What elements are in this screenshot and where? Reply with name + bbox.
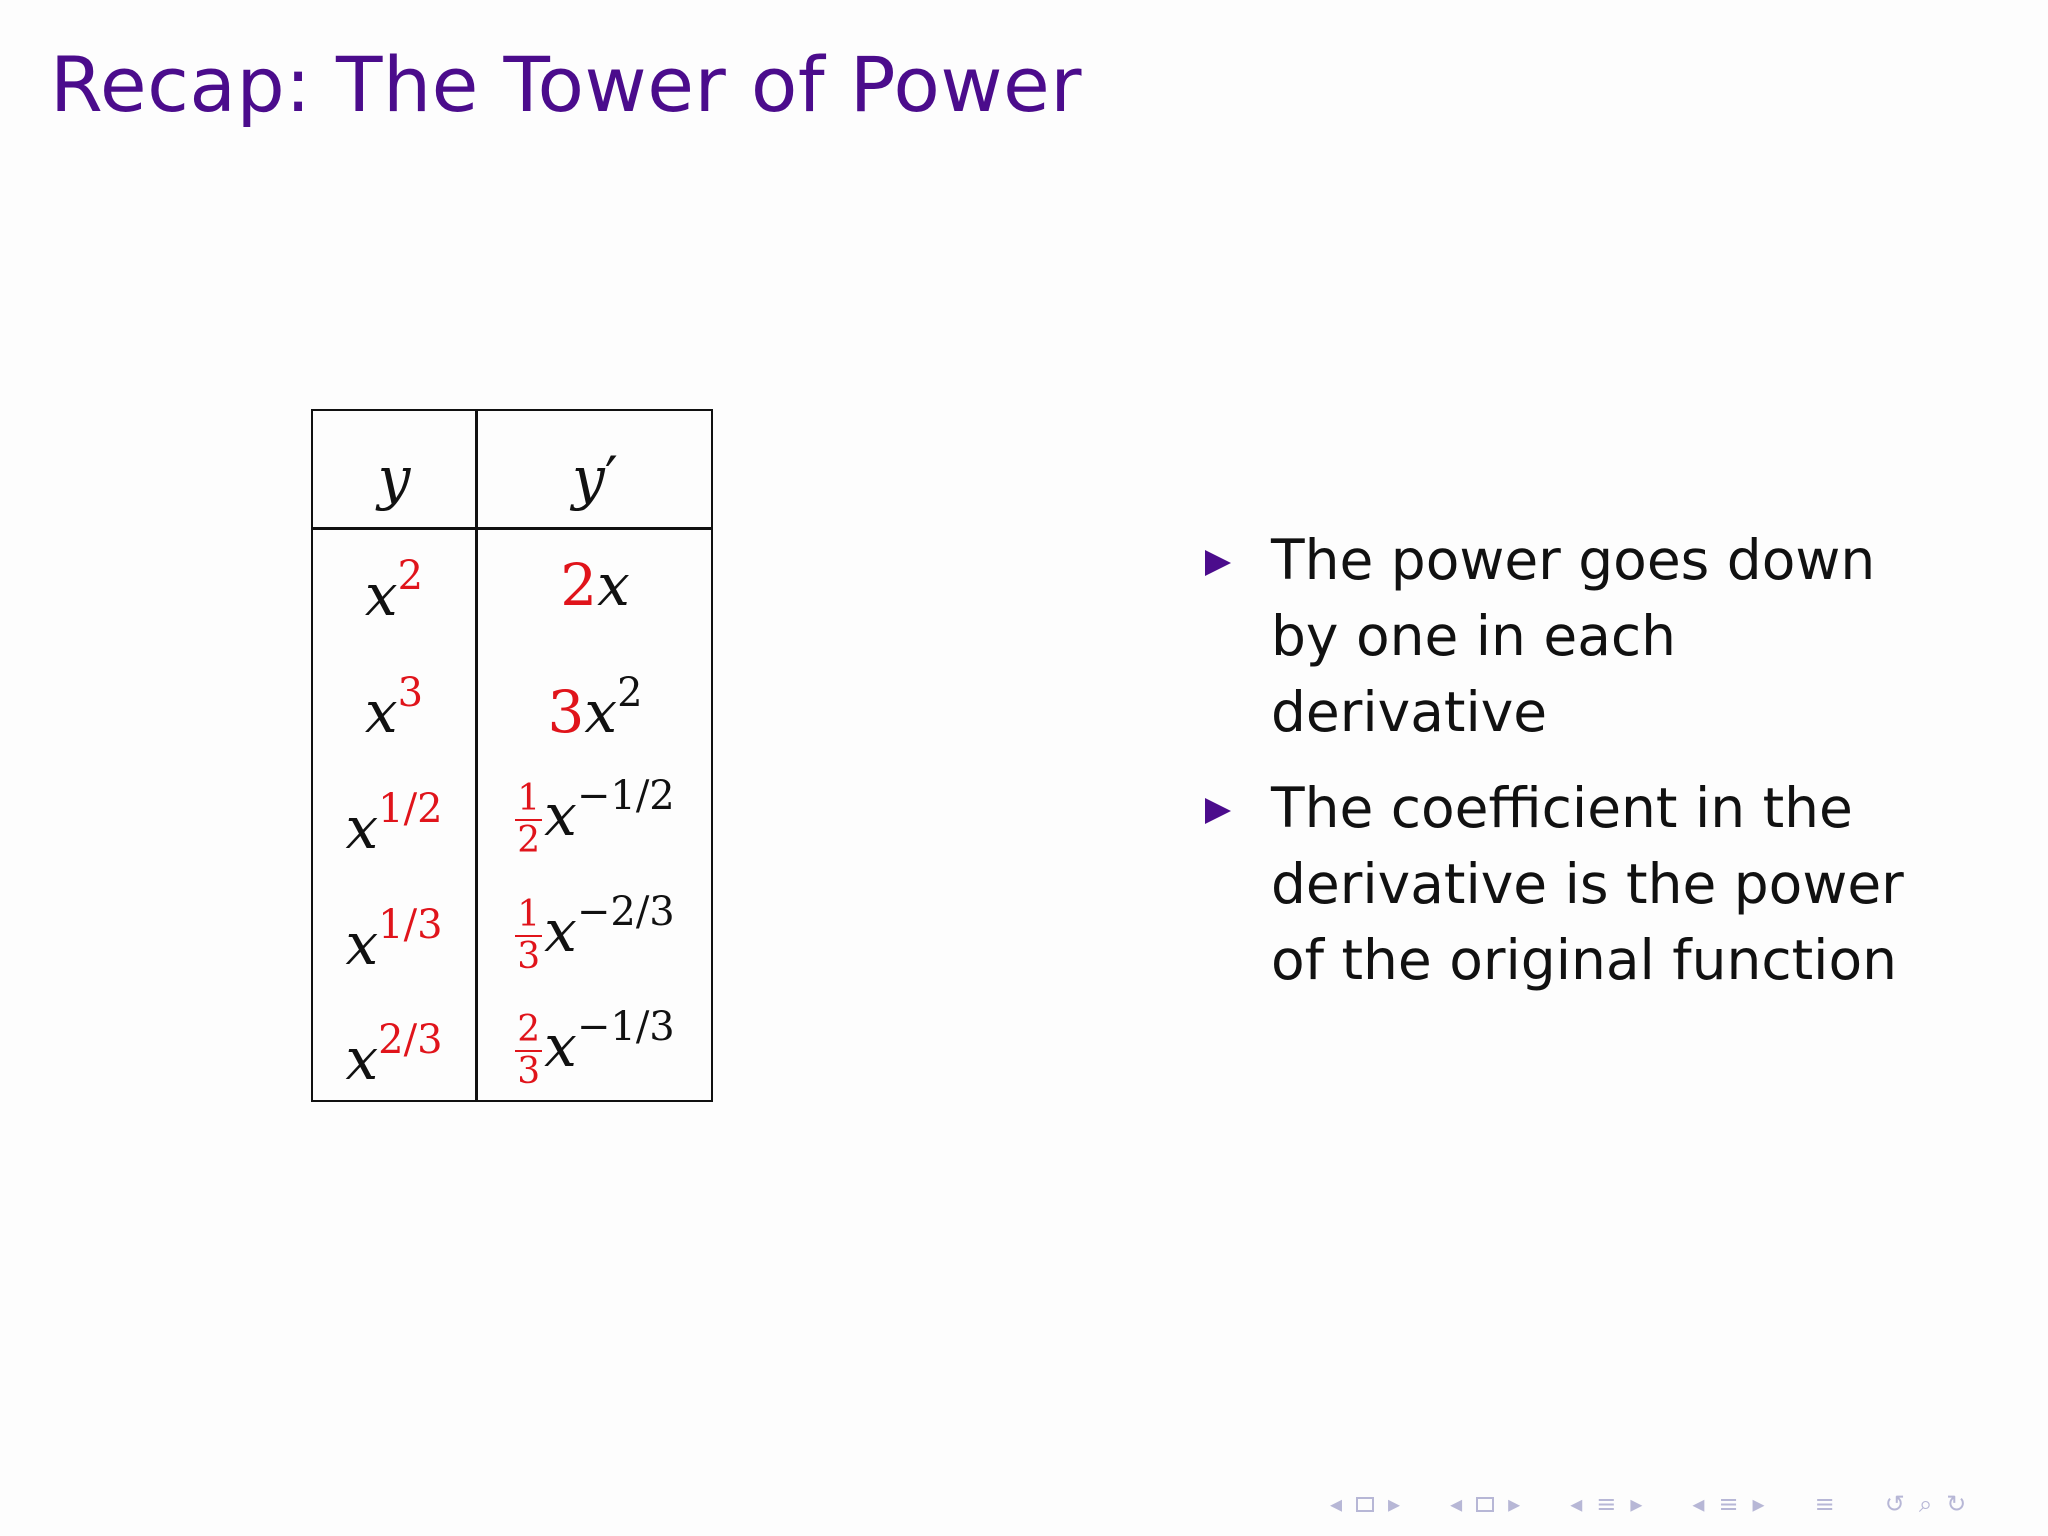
triangle-bullet-icon xyxy=(1205,798,1231,824)
coefficient-fraction: $\frac{1}{3}$ xyxy=(517,893,541,977)
frame-icon[interactable] xyxy=(1356,1497,1374,1512)
table-row-5-derivative: $\frac{2}{3}$ $x^{-1/3}$ xyxy=(517,1004,675,1092)
beamer-navigation xyxy=(1330,1486,1966,1522)
table-row-2-y: $x^3$ xyxy=(364,670,424,746)
bullet-item: The power goes down by one in each derivative xyxy=(1205,522,1905,750)
bullet-list xyxy=(1205,522,1905,1018)
next-section-icon[interactable]: ▸ xyxy=(1630,1490,1643,1518)
table-row-1-derivative: 2x xyxy=(560,551,630,619)
coefficient-fraction: $\frac{1}{2}$ xyxy=(517,777,541,861)
table-row-5-y: $x^{2/3}$ xyxy=(345,1017,443,1093)
section-icon[interactable]: ≡ xyxy=(1596,1490,1617,1518)
prev-section-icon[interactable]: ◂ xyxy=(1570,1490,1583,1518)
forward-icon[interactable]: ↻ xyxy=(1946,1490,1967,1518)
search-icon[interactable]: ⌕ xyxy=(1918,1490,1933,1518)
back-icon[interactable]: ↺ xyxy=(1884,1490,1905,1518)
subsection-icon[interactable] xyxy=(1476,1497,1494,1512)
header-y: y xyxy=(377,444,411,512)
table-row-4-derivative: $\frac{1}{3}$ $x^{-2/3}$ xyxy=(517,889,675,977)
table-row-3-derivative: $\frac{1}{2}$ $x^{-1/2}$ xyxy=(517,773,675,861)
table-row-2-derivative: $3x^2$ xyxy=(547,670,643,746)
toc-icon[interactable]: ≡ xyxy=(1814,1490,1835,1518)
prev-frame-icon[interactable]: ◂ xyxy=(1330,1490,1343,1518)
slide-title: Recap: The Tower of Power xyxy=(50,40,1083,129)
table-row-4-y: $x^{1/3}$ xyxy=(345,902,443,978)
coefficient-fraction: $\frac{2}{3}$ xyxy=(517,1008,541,1092)
derivative-table xyxy=(311,409,713,1102)
table-row-1-y: $x^2$ xyxy=(364,553,424,629)
column-divider xyxy=(475,411,478,1100)
prev-subsection-icon[interactable]: ◂ xyxy=(1450,1490,1463,1518)
bullet-item: The coefficient in the derivative is the power of the original function xyxy=(1205,770,1905,998)
next-frame-icon[interactable]: ▸ xyxy=(1388,1490,1401,1518)
next-subsection-icon[interactable]: ▸ xyxy=(1508,1490,1521,1518)
header-y-prime: y′ xyxy=(572,444,618,512)
header-divider xyxy=(313,527,711,530)
table-row-3-y: $x^{1/2}$ xyxy=(345,786,443,862)
triangle-bullet-icon xyxy=(1205,550,1231,576)
next-part-icon[interactable]: ▸ xyxy=(1752,1490,1765,1518)
part-icon[interactable]: ≡ xyxy=(1718,1490,1739,1518)
prev-part-icon[interactable]: ◂ xyxy=(1692,1490,1705,1518)
